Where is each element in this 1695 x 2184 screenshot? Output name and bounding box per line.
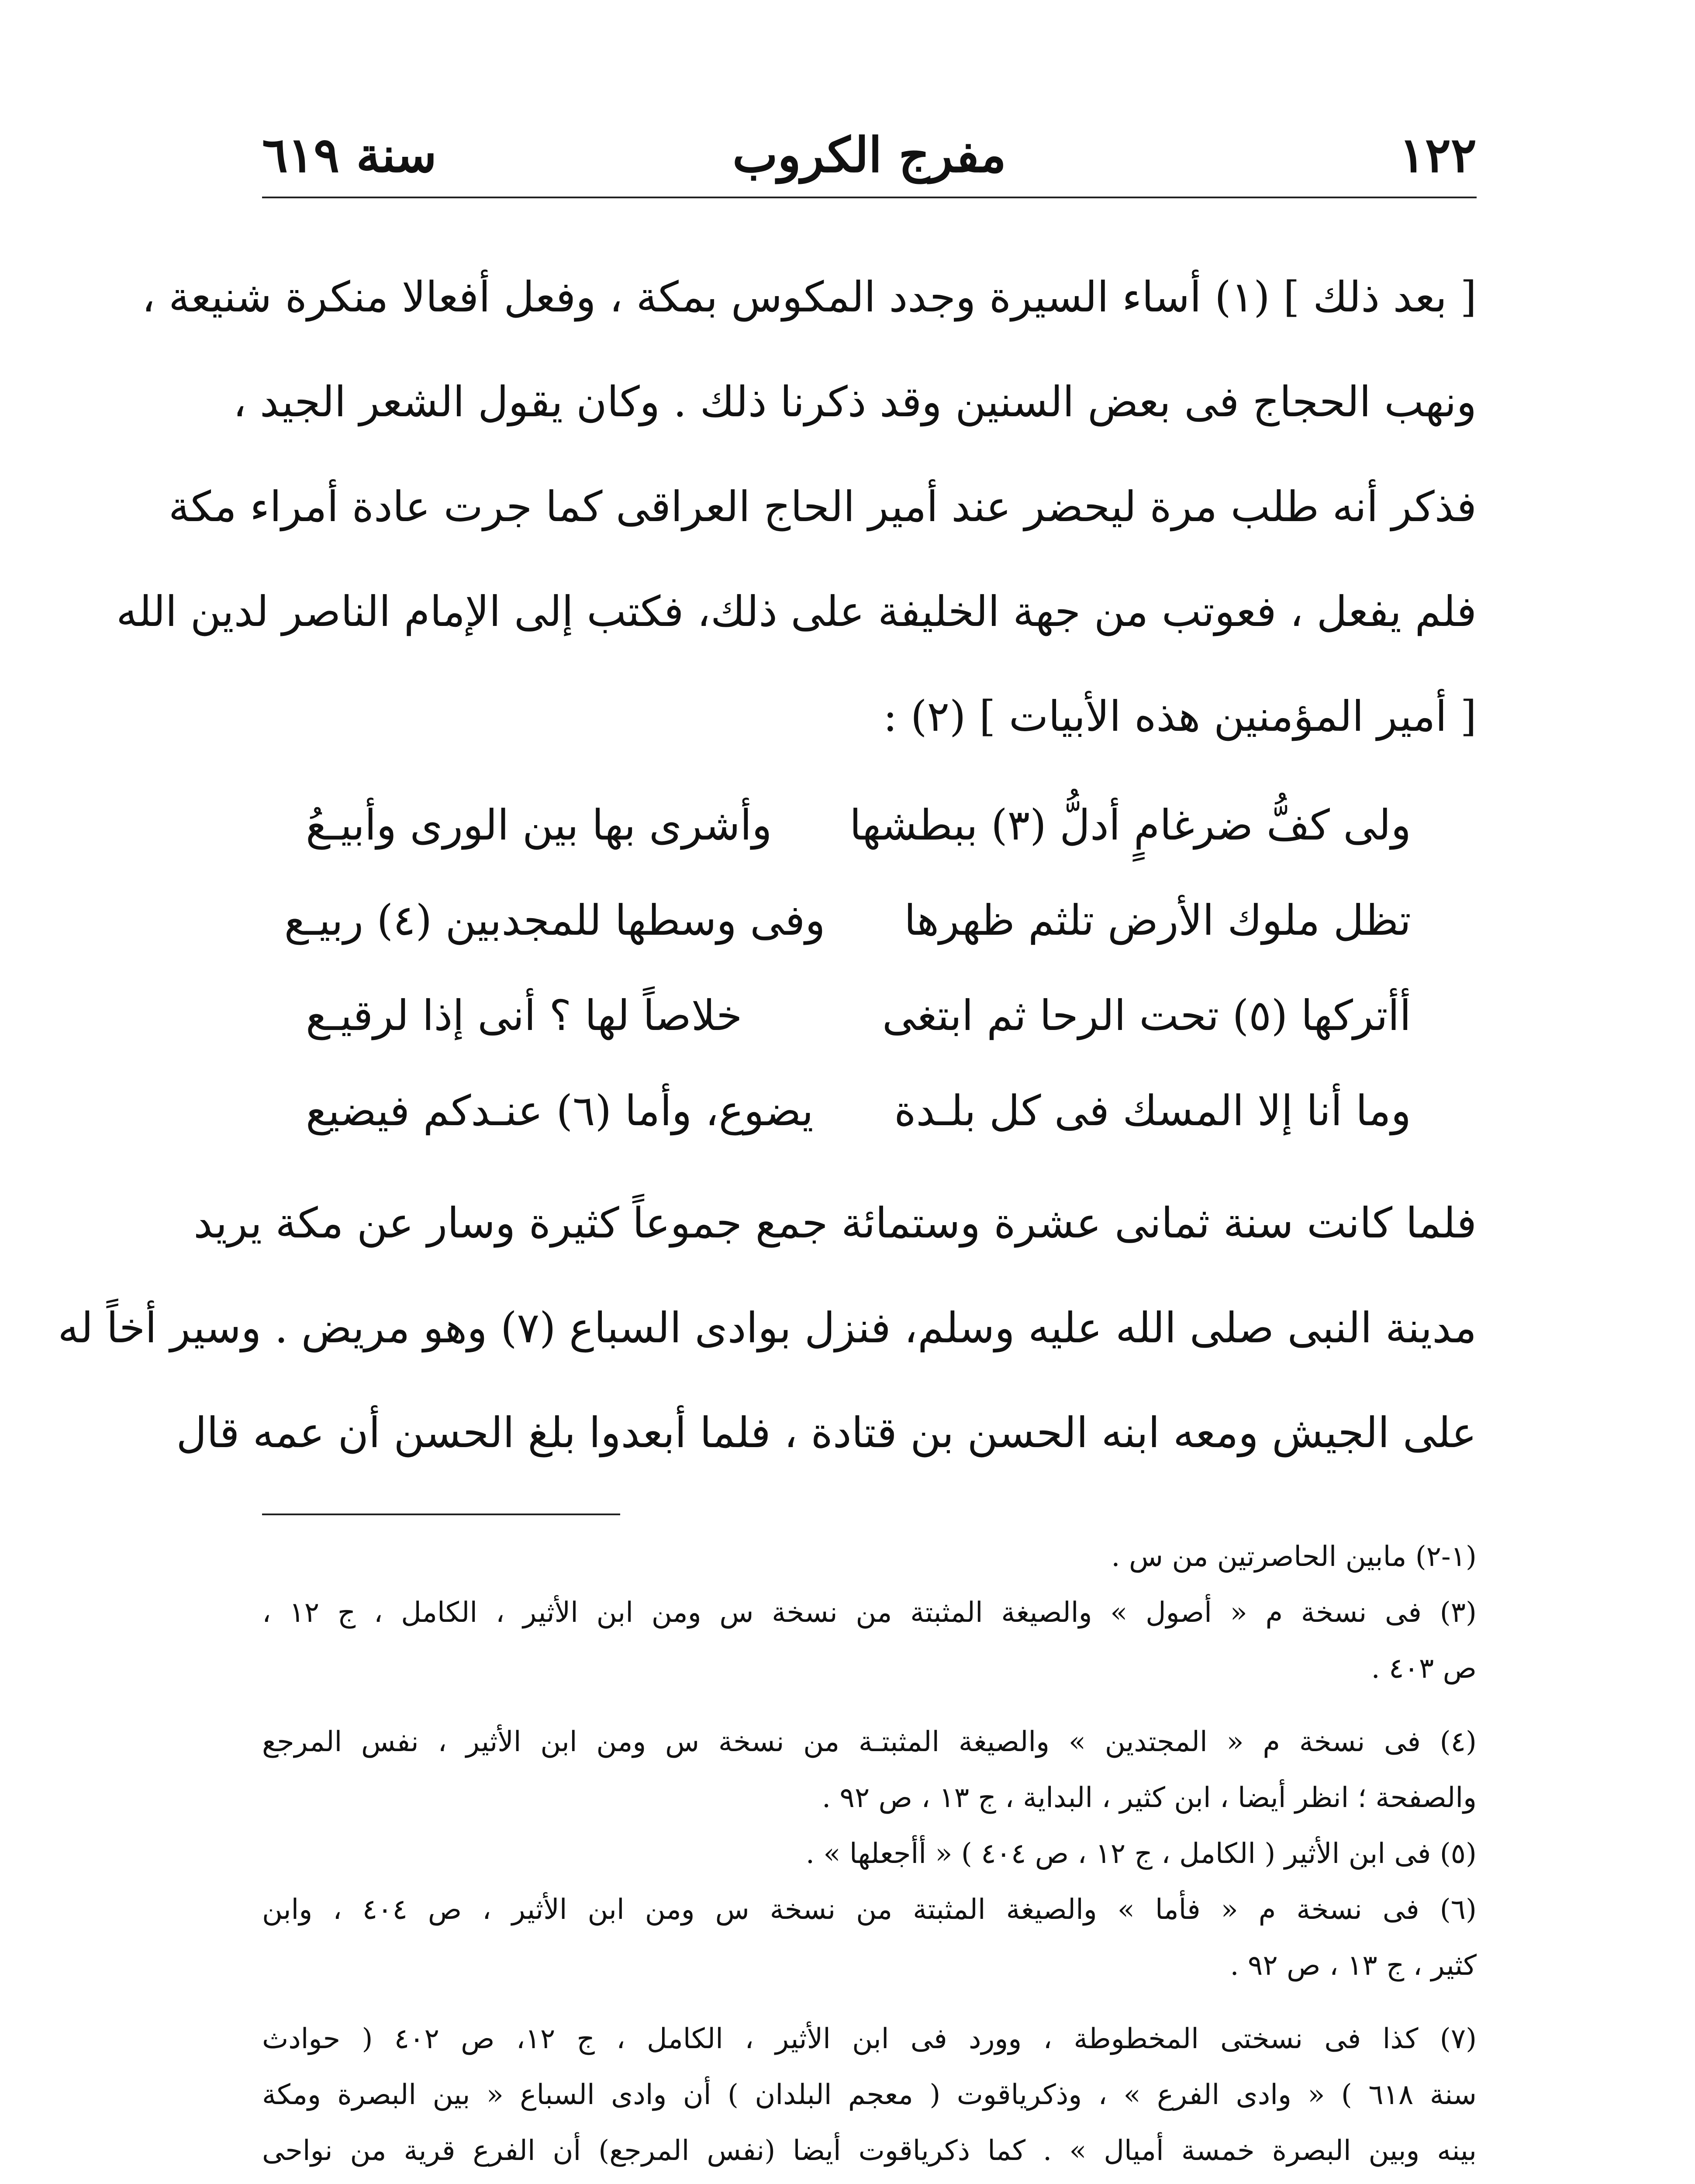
body-line: ونهب الحجاج فى بعض السنين وقد ذكرنا ذلك . وكان يقول الشعر الجيد ، <box>233 377 1477 426</box>
footnote-separator <box>262 1514 620 1515</box>
footnote-line: (٣) فى نسخة م « أصول » والصيغة المثبتة من نسخة س ومن ابن الأثير ، الكامل ، ج ١٢ ، <box>262 1597 1477 1629</box>
body-line: على الجيش ومعه ابنه الحسن بن قتادة ، فلما أبعدوا بلغ الحسن أن عمه قال <box>176 1408 1477 1457</box>
footnote-line: ص ٤٠٣ . <box>1371 1652 1477 1685</box>
footnote-line: (٤) فى نسخة م « المجتدين » والصيغة المثبتـة من نسخة س ومن ابن الأثير ، نفس المرجع <box>262 1726 1477 1758</box>
verse-first-hemistich: ولى كفُّ ضرغامٍ أدلُّ (٣) ببطشها <box>849 801 1411 850</box>
header-rule <box>262 197 1477 198</box>
verse-second-hemistich: وفى وسطها للمجدبين (٤) ربيـع <box>284 896 825 945</box>
body-line: [ بعد ذلك ] (١) أساء السيرة وجدد المكوس بمكة ، وفعل أفعالا منكرة شنيعة ، <box>142 273 1477 321</box>
poem-verse <box>306 968 1411 1063</box>
running-header <box>262 122 1477 188</box>
footnote-line: (٦) فى نسخة م « فأما » والصيغة المثبتة من نسخة س ومن ابن الأثير ، ص ٤٠٤ ، وابن <box>262 1894 1477 1926</box>
poem <box>284 778 1411 1158</box>
body-paragraph-2 <box>58 1171 1477 1485</box>
page-number: ١٢٢ <box>1399 127 1477 183</box>
footnote-line: (٥) فى ابن الأثير ( الكامل ، ج ١٢ ، ص ٤٠٤ ) « أأجعلها » . <box>805 1838 1477 1870</box>
body-line: فلم يفعل ، فعوتب من جهة الخليفة على ذلك، فكتب إلى الإمام الناصر لدين الله <box>116 587 1477 636</box>
poem-verse <box>306 1063 1411 1158</box>
verse-second-hemistich: وأشرى بها بين الورى وأبيـعُ <box>306 801 772 850</box>
running-title: مفرج الكروب <box>732 127 1006 183</box>
body-line: فذكر أنه طلب مرة ليحضر عند أمير الحاج العراقى كما جرت عادة أمراء مكة <box>168 482 1477 531</box>
body-line: مدينة النبى صلى الله عليه وسلم، فنزل بوادى السباع (٧) وهو مريض . وسير أخاً له <box>58 1303 1477 1352</box>
verse-second-hemistich: يضوع، وأما (٦) عنـدكم فيضيع <box>306 1086 814 1135</box>
poem-verse <box>306 778 1411 873</box>
footnote-line: كثير ، ج ١٣ ، ص ٩٢ . <box>1230 1949 1477 1982</box>
verse-second-hemistich: خلاصاً لها ؟ أنى إذا لرقيـع <box>306 991 742 1040</box>
body-line: فلما كانت سنة ثمانى عشرة وستمائة جمع جموعاً كثيرة وسار عن مكة يريد <box>193 1199 1477 1248</box>
body-paragraph-1 <box>116 245 1477 769</box>
footnote-line: سنة ٦١٨ ) « وادى الفرع » ، وذكرياقوت ( معجم البلدان ) أن وادى السباع « بين البصرة ومكة <box>262 2079 1477 2111</box>
year-heading: سنة ٦١٩ <box>262 127 437 183</box>
footnote-line: والصفحة ؛ انظر أيضا ، ابن كثير ، البداية ، ج ١٣ ، ص ٩٢ . <box>822 1782 1477 1814</box>
footnote-line: بينه وبين البصرة خمسة أميال » . كما ذكرياقوت أيضا (نفس المرجع) أن الفرع قرية من نواحى <box>262 2135 1477 2167</box>
verse-first-hemistich: وما أنا إلا المسك فى كل بلـدة <box>894 1086 1411 1135</box>
poem-verse <box>284 873 1411 968</box>
verse-first-hemistich: أأتركها (٥) تحت الرحا ثم ابتغى <box>882 991 1411 1040</box>
footnote-line: (١-٢) مابين الحاصرتين من س . <box>1111 1541 1477 1573</box>
body-line: [ أمير المؤمنين هذه الأبيات ] (٢) : <box>883 692 1477 741</box>
footnote-line <box>262 2179 1477 2184</box>
footnotes <box>262 1529 1477 2184</box>
footnote-line: (٧) كذا فى نسختى المخطوطة ، وورد فى ابن الأثير ، الكامل ، ج ١٢، ص ٤٠٢ ( حوادث <box>262 2023 1477 2055</box>
verse-first-hemistich: تظل ملوك الأرض تلثم ظهرها <box>904 896 1411 945</box>
